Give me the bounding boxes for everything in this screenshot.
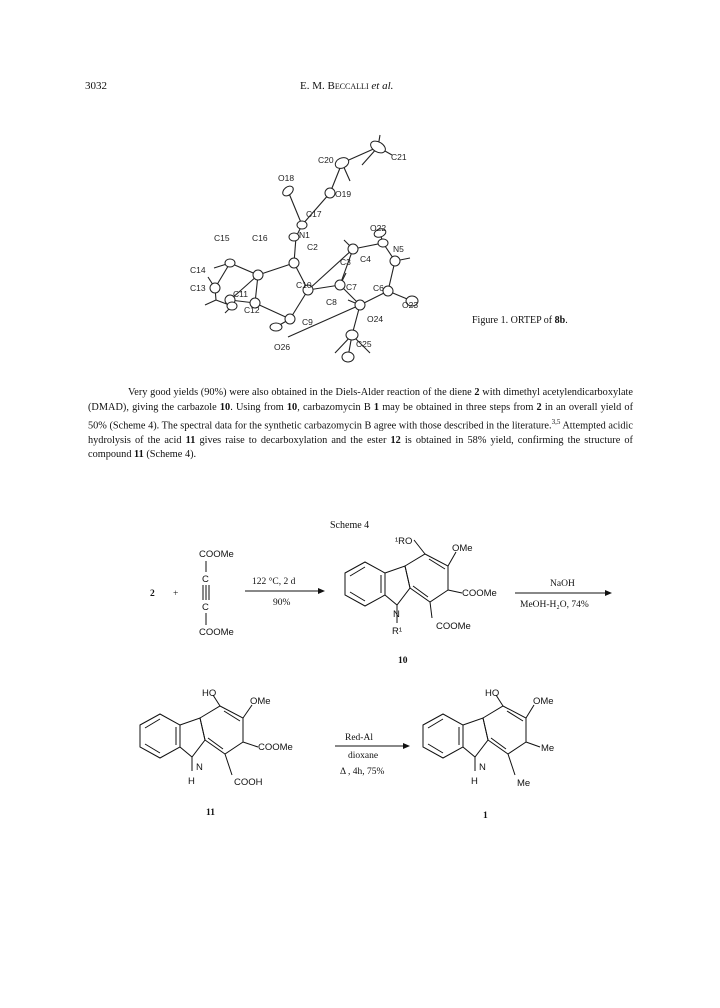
compound-ref: 12 <box>390 434 401 446</box>
compound-ref: 11 <box>134 449 144 461</box>
plus-sign: + <box>173 589 179 599</box>
compound-1-label: 1 <box>483 811 488 821</box>
atom-label-n5: N5 <box>393 244 404 254</box>
p1-me-bottom: Me <box>517 778 531 789</box>
atom-label-c10: C10 <box>296 280 312 290</box>
running-head-etal: et al. <box>371 80 394 92</box>
dmad-bottom-ester: COOMe <box>199 627 234 638</box>
p1-nitrogen: N <box>479 762 486 773</box>
p11-ome-group: OMe <box>250 696 271 707</box>
atom-label-o19: O19 <box>335 189 352 199</box>
p1-ho-group: HO <box>485 688 500 699</box>
atom-label-n1: N1 <box>299 230 310 240</box>
compound-ref: 2 <box>536 401 542 413</box>
arrow3-conditions: Δ , 4h, 75% <box>340 767 385 777</box>
carbazole-10-structure <box>345 540 462 623</box>
body-text-span: with dimethyl acetylendicarboxylate (DMAD), giving the carbazole <box>88 387 633 413</box>
arrow1-conditions: 122 °C, 2 d <box>252 577 296 587</box>
caption-prefix: Figure 1. ORTEP of <box>472 315 555 326</box>
compound-ref: 10 <box>219 401 231 413</box>
figure-caption <box>472 315 568 326</box>
compound-ref: 2 <box>474 387 480 398</box>
atom-label-c11: C11 <box>233 289 248 299</box>
p11-nh-hydrogen: H <box>188 776 195 787</box>
p10-coome-bottom: COOMe <box>436 621 471 632</box>
arrow2-conditions: MeOH-H₂O, 74% <box>520 600 589 610</box>
triple-bond <box>203 585 209 600</box>
p11-cooh-group: COOH <box>234 777 263 788</box>
atom-label-c17: C17 <box>306 209 322 219</box>
body-text-span: in an overall yield of 50% (Scheme 4). The spectral data for the synthetic carbazomycin B agree with those described in the literature. <box>88 401 633 432</box>
p1-ome-group: OMe <box>533 696 554 707</box>
p10-nitrogen: N <box>393 609 400 620</box>
ortep-figure <box>170 125 450 365</box>
atom-label-c25: C25 <box>356 339 372 349</box>
compound-11-label: 11 <box>206 808 215 818</box>
body-text-span: is obtained in 58% yield, confirming the structure of compound <box>88 434 633 461</box>
atom-label-o23: O23 <box>402 300 419 310</box>
caption-suffix: . <box>565 315 568 326</box>
atom-label-c8: C8 <box>326 297 337 307</box>
arrow3-reagent: Red-Al <box>345 733 373 743</box>
p11-nitrogen: N <box>196 762 203 773</box>
atom-label-c13: C13 <box>190 283 206 293</box>
running-head-prefix: E. M. <box>300 80 328 92</box>
atom-label-c12: C12 <box>244 305 260 315</box>
p11-ho-group: HO <box>202 688 217 699</box>
atom-label-c16: C16 <box>252 233 268 243</box>
p10-r1-group: R¹ <box>392 626 403 637</box>
atom-label-c7: C7 <box>346 282 357 292</box>
arrow3-solvent: dioxane <box>348 751 379 761</box>
scheme-title: Scheme 4 <box>330 520 370 531</box>
atom-label-c9: C9 <box>302 317 313 327</box>
arrow1-yield: 90% <box>273 598 291 608</box>
dmad-carbon-2: C <box>202 602 209 613</box>
atom-label-c6: C6 <box>373 283 384 293</box>
body-text-span: gives raise to decarboxylation and the ester <box>195 434 391 446</box>
scheme-row-1 <box>0 530 720 680</box>
atom-label-c15: C15 <box>214 233 230 243</box>
p1-nh-hydrogen: H <box>471 776 478 787</box>
compound-ref: 10 <box>286 401 298 413</box>
body-text-span: Attempted acidic hydrolysis of the acid <box>88 420 633 446</box>
citation-ref: 3,5 <box>551 418 561 426</box>
running-head-name: Beccalli <box>327 80 369 92</box>
compound-ref: 1 <box>373 401 380 413</box>
p1-me-side: Me <box>541 743 555 754</box>
atom-label-c20: C20 <box>318 155 334 165</box>
atom-label-o22: O22 <box>370 223 387 233</box>
running-head <box>300 80 393 92</box>
compound-ref: 11 <box>185 434 196 446</box>
body-text-span: Very good yields (90%) were also obtained in the Diels-Alder reaction of the diene <box>128 387 475 398</box>
body-paragraph <box>88 386 633 463</box>
caption-compound: 8b <box>554 315 566 326</box>
atom-label-c21: C21 <box>391 152 407 162</box>
p10-coome-side: COOMe <box>462 588 497 599</box>
arrow2-reagent: NaOH <box>550 579 575 589</box>
atom-label-o18: O18 <box>278 173 295 183</box>
p11-coome-group: COOMe <box>258 742 293 753</box>
atom-label-c4: C4 <box>360 254 371 264</box>
body-text-span: , carbazomycin B <box>297 401 374 413</box>
body-text-span: may be obtained in three steps from <box>379 401 537 413</box>
page-number: 3032 <box>85 80 107 92</box>
compound-10-label: 10 <box>398 656 408 666</box>
reactant-2-label: 2 <box>150 589 155 599</box>
body-text-span: (Scheme 4). <box>143 449 197 461</box>
p10-ro-group: ¹RO <box>395 536 413 547</box>
dmad-top-ester: COOMe <box>199 549 234 560</box>
body-text-span: . Using from <box>230 401 287 413</box>
atom-label-o26: O26 <box>274 342 291 352</box>
p10-ome-group: OMe <box>452 543 473 554</box>
atom-label-c3: C3 <box>340 257 351 267</box>
dmad-carbon-1: C <box>202 574 209 585</box>
atom-label-o24: O24 <box>367 314 384 324</box>
atom-label-c14: C14 <box>190 265 206 275</box>
scheme-row-2 <box>0 685 720 830</box>
atom-label-c2: C2 <box>307 242 318 252</box>
